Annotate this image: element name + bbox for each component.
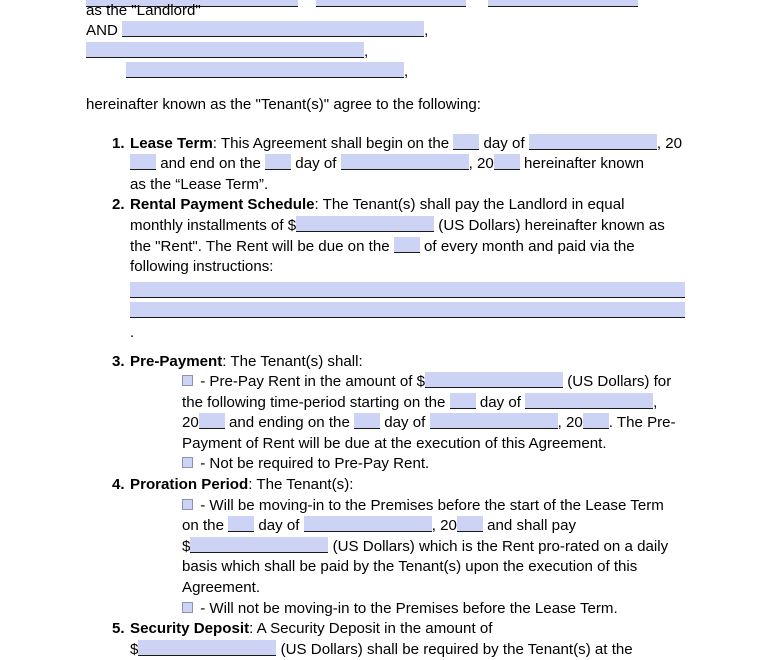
clause-1-p4: and end on the [156,155,266,173]
clause-4-o1-p5: and shall pay [482,517,577,535]
field-tenant-2[interactable] [86,42,364,58]
clause-2-line-3 [130,237,686,258]
field-prepay-end-year[interactable] [583,413,609,429]
clause-3-o1-p8: day of [380,414,430,432]
intro-line-tenant-3 [86,62,686,83]
field-payment-instructions-2[interactable] [130,302,685,318]
clause-3-o1-p11: Payment of Rent will be due at the execution of this Agreement. [182,434,607,452]
clause-3-o2-p1: - Not be required to Pre-Pay Rent. [196,455,430,473]
clause-4-o1-p6: $ [182,537,191,555]
field-end-year[interactable] [494,154,520,170]
field-end-month[interactable] [341,154,469,170]
field-start-month[interactable] [529,134,657,150]
clause-2-instructions-line-1 [130,282,686,303]
clause-4-o1-p7: (US Dollars) which is the Rent pro-rated on a daily [328,537,669,555]
field-tenant-3[interactable] [126,62,404,78]
field-proration-year[interactable] [457,516,483,532]
clause-3-o1-p10: . The Pre- [608,414,676,432]
clause-3-o1-p3: the following time-period starting on the [182,393,450,411]
checkbox-moving-in-early[interactable] [182,499,193,510]
clause-1-p2: day of [479,134,529,152]
checkbox-no-early-move-in[interactable] [182,602,193,613]
clause-1-p7: hereinafter known [519,155,644,173]
clause-5-p2: $ [130,640,139,658]
comma-1: , [424,22,429,40]
field-end-day[interactable] [265,154,291,170]
clause-number-1: 1. [112,134,125,152]
field-prepay-start-month[interactable] [525,393,653,409]
clause-4-option-2 [130,599,686,620]
clause-3-o1-p5: , [653,393,658,411]
field-monthly-rent[interactable] [296,216,434,232]
clause-1-p6: , 20 [468,155,494,173]
clause-2-p5: of every month and paid via the [419,237,635,255]
field-proration-day[interactable] [228,516,254,532]
field-start-year[interactable] [130,154,156,170]
clause-2-p2: monthly installments of $ [130,216,297,234]
clause-1-p8: as the “Lease Term”. [130,175,269,193]
intro-line-and [86,21,686,62]
clause-3-o1-p4: day of [475,393,526,411]
clause-3-o1-line-3 [182,413,686,434]
clause-number-5: 5. [112,620,125,638]
clause-rental-payment-schedule [86,195,686,343]
clause-3-option-1 [130,372,686,454]
field-security-deposit-amount[interactable] [138,640,276,656]
clause-3-o1-p7: and ending on the [224,414,355,432]
clause-lease-term [86,134,686,196]
field-proration-amount[interactable] [190,537,328,553]
clause-3-o1-line-2 [182,393,686,414]
clause-2-line-2 [130,216,686,237]
clause-list [86,134,686,660]
clause-2-p7: . [130,323,135,341]
field-prepay-end-month[interactable] [430,413,558,429]
field-prepay-amount[interactable] [425,372,563,388]
checkbox-prepay-rent[interactable] [182,375,193,386]
field-rent-due-day[interactable] [394,237,420,253]
clause-4-o1-p3: day of [254,517,304,535]
clause-4-option-1 [130,496,686,599]
clause-4-p1: : The Tenant(s): [248,476,354,494]
field-start-day[interactable] [453,134,479,150]
clause-label-2: Rental Payment Schedule [130,196,315,214]
clause-label-4: Proration Period [130,476,249,494]
clause-label-5: Security Deposit [130,620,250,638]
checkbox-no-prepay[interactable] [182,457,193,468]
clause-5-p1: : A Security Deposit in the amount of [249,620,493,638]
clause-4-o1-p9: Agreement. [182,579,261,597]
clause-1-p3: , 20 [656,134,683,152]
clause-4-o1-p8: basis which shall be paid by the Tenant(s) upon the execution of this [182,558,638,576]
clause-5-line-2 [130,640,686,660]
clause-4-o1-line-2 [182,516,686,537]
clause-2-instructions-line-2 [130,302,686,343]
clause-4-o1-p1: - Will be moving-in to the Premises before the start of the Lease Term [196,496,664,514]
field-tenant-1[interactable] [122,21,424,37]
field-prepay-start-year[interactable] [199,413,225,429]
clause-1-p1: : This Agreement shall begin on the [212,134,454,152]
clause-2-p4: the "Rent". The Rent will be due on the [130,237,394,255]
clause-number-3: 3. [112,352,125,370]
clause-2-p3: (US Dollars) hereinafter known as [434,216,665,234]
clause-number-4: 4. [112,476,125,494]
clause-label-1: Lease Term [130,134,213,152]
clause-3-o1-p2: (US Dollars) for [563,373,672,391]
clause-3-o1-p6: 20 [182,414,199,432]
clause-3-p1: : The Tenant(s) shall: [222,352,363,370]
clause-pre-payment [86,352,686,476]
comma-3: , [404,63,409,81]
clause-2-p6: following instructions: [130,258,274,276]
clause-3-o1-p9: , 20 [557,414,583,432]
document-body [86,0,686,660]
field-payment-instructions-1[interactable] [130,282,685,298]
clause-4-o1-p4: , 20 [431,517,457,535]
field-proration-month[interactable] [304,516,432,532]
field-prepay-start-day[interactable] [450,393,476,409]
clause-5-p3: (US Dollars) shall be required by the Tenant(s) at the [276,640,633,658]
clause-2-p1: : The Tenant(s) shall pay the Landlord in equal [314,196,625,214]
clause-number-2: 2. [112,196,125,214]
intro-line-5: hereinafter known as the "Tenant(s)" agree to the following: [86,95,481,113]
field-prepay-end-day[interactable] [354,413,380,429]
clause-security-deposit [86,619,686,660]
clause-proration-period [86,475,686,619]
clause-3-option-2 [130,454,686,475]
clause-label-3: Pre-Payment [130,352,223,370]
clause-4-o1-line-3 [182,537,686,558]
clause-4-o2-p1: - Will not be moving-in to the Premises before the Lease Term. [196,599,618,617]
clause-3-o1-p1: - Pre-Pay Rent in the amount of $ [196,373,426,391]
clause-4-o1-p2: on the [182,517,229,535]
intro-line-2: as the "Landlord" [86,1,201,19]
clause-1-p5: day of [291,155,341,173]
comma-2: , [364,42,369,60]
and-label: AND [86,22,118,40]
